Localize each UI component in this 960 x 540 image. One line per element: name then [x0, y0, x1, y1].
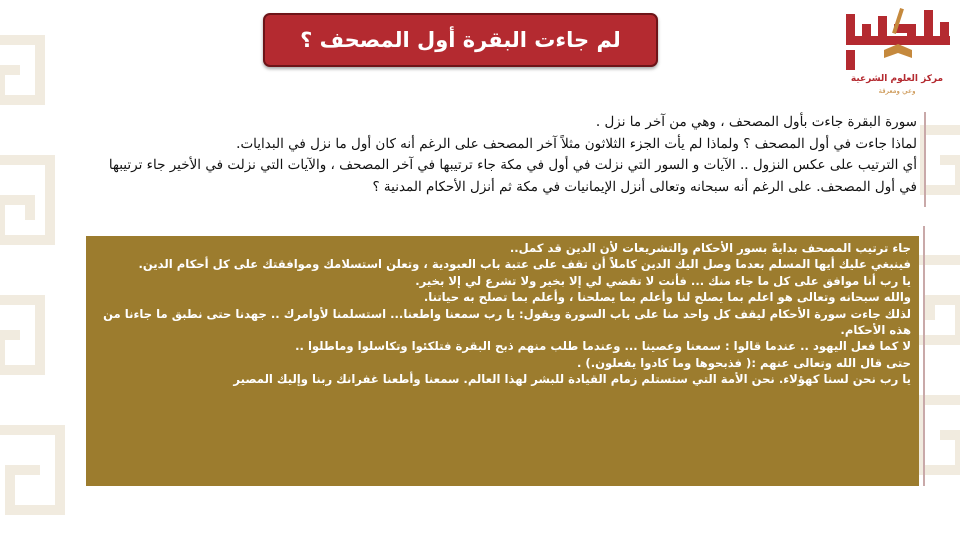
intro-line: سورة البقرة جاءت بأول المصحف ، وهي من آخر ما نزل .: [595, 114, 917, 130]
answer-line: فينبغي عليك أيها المسلم بعدما وصل اليك الدين كاملاً أن تقف على عتبة باب العبودية ، وتعلن استسلامك وموافقتك على كل أحكام الدين.: [138, 257, 911, 272]
answer-line: يا رب نحن لسنا كهؤلاء. نحن الأمة التي ستستلم زمام القيادة للبشر لهذا العالم. سمعنا وأطعنا غفرانك ربنا وإليك المصير: [233, 372, 911, 387]
answer-line: لذلك جاءت سورة الأحكام ليقف كل واحد منا على باب السورة ويقول: يا رب سمعنا واطعنا... استسلمنا لأوامرك .. جهدنا حتى نطبق ما جاءنا من هذه الأحكام.: [103, 306, 911, 338]
intro-line: لماذا جاءت في أول المصحف ؟ ولماذا لم يأت الجزء الثلاثون مثلاً آخر المصحف على الرغم أنه كان أول ما نزل في البدايات.: [236, 135, 917, 152]
book-pen-logo-icon: [844, 6, 952, 72]
answer-box: [86, 236, 919, 486]
intro-divider: [924, 112, 926, 207]
center-logo: [838, 6, 956, 100]
slide-title: لم جاءت البقرة أول المصحف ؟: [300, 28, 621, 52]
logo-name: مركز العلوم الشرعية: [850, 74, 944, 84]
logo-tagline: وعي ومعرفة: [878, 87, 916, 95]
intro-line: أي الترتيب على عكس النزول .. الآيات و السور التي نزلت في أول في مكة جاء ترتيبها في آخر المصحف ، والآيات التي نزلت في الأخير جاء ترتيبها في أول المصحف. على الرغم أنه سبحانه وتعالى أنزل الإيمانيات في مكة ثم أنزل الأحكام المدنية ؟: [108, 157, 917, 195]
answer-line: لا كما فعل اليهود .. عندما قالوا : سمعنا وعصينا ... وعندما طلب منهم ذبح البقرة فتلكئوا وتكاسلوا وماطلوا ..: [295, 339, 911, 354]
answer-line: والله سبحانه وتعالى هو اعلم بما يصلح لنا وأعلم بما يصلحنا ، وأعلم بما تصلح به حياتنا.: [423, 290, 911, 305]
answer-divider: [923, 226, 925, 486]
slide-title-banner: [263, 13, 658, 67]
answer-line: حتى قال الله وتعالى عنهم :( فذبحوها وما كادوا يفعلون.) .: [576, 355, 911, 370]
answer-line: جاء ترتيب المصحف بدايةً بسور الأحكام والتشريعات لأن الدين قد كمل..: [509, 241, 911, 255]
intro-paragraph: [92, 112, 920, 208]
answer-line: يا رب أنا موافق على كل ما جاء منك ... فأنت لا تقضي لي إلا بخير ولا تشرع لي إلا بخير.: [415, 273, 911, 288]
